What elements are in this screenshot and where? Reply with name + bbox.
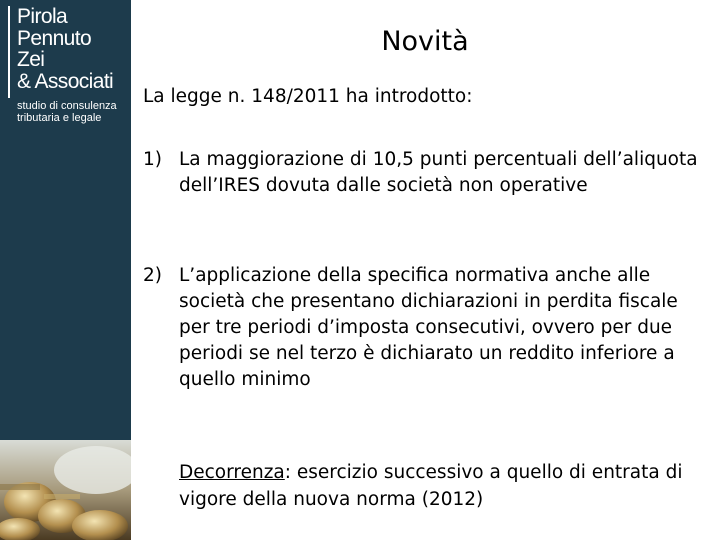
logo-name-line: Pennuto (17, 26, 92, 50)
logo-tagline (17, 100, 117, 124)
decorrenza-paragraph (179, 459, 709, 513)
logo-name-line: & Associati (17, 69, 114, 93)
slide-title: Novità (381, 26, 469, 57)
list-item (143, 147, 708, 199)
decorrenza-text: esercizio successivo a quello di entrata di vigore della nuova norma (2012) (179, 462, 683, 510)
logo-name-line: Pirola (17, 5, 68, 28)
decorrenza-label: Decorrenza (179, 462, 285, 483)
sidebar-panel (0, 0, 131, 540)
intro-text: La legge n. 148/2011 ha introdotto: (143, 86, 473, 107)
list-item-number: 2) (143, 265, 162, 286)
tagline-line: tributaria e legale (17, 112, 102, 124)
list-item-text: L’applicazione della specifica normativa anche alle società che presentano dichiarazioni in perdita fiscale per tre periodi d’imposta consecutivi, ovvero per due periodi se nel terzo è dichiarato un reddito inferiore a quello minimo (179, 265, 678, 390)
list-item-text: La maggiorazione di 10,5 punti percentuali dell’aliquota dell’IRES dovuta dalle società non operative (179, 149, 698, 196)
list-item (143, 263, 708, 393)
tagline-line: studio di consulenza (17, 100, 117, 112)
logo-name-line: Zei (17, 48, 45, 71)
logo-divider (8, 6, 10, 98)
coins-photo (0, 440, 131, 540)
decorrenza-separator: : (284, 462, 291, 483)
company-logo (17, 6, 113, 92)
list-item-number: 1) (143, 149, 162, 170)
